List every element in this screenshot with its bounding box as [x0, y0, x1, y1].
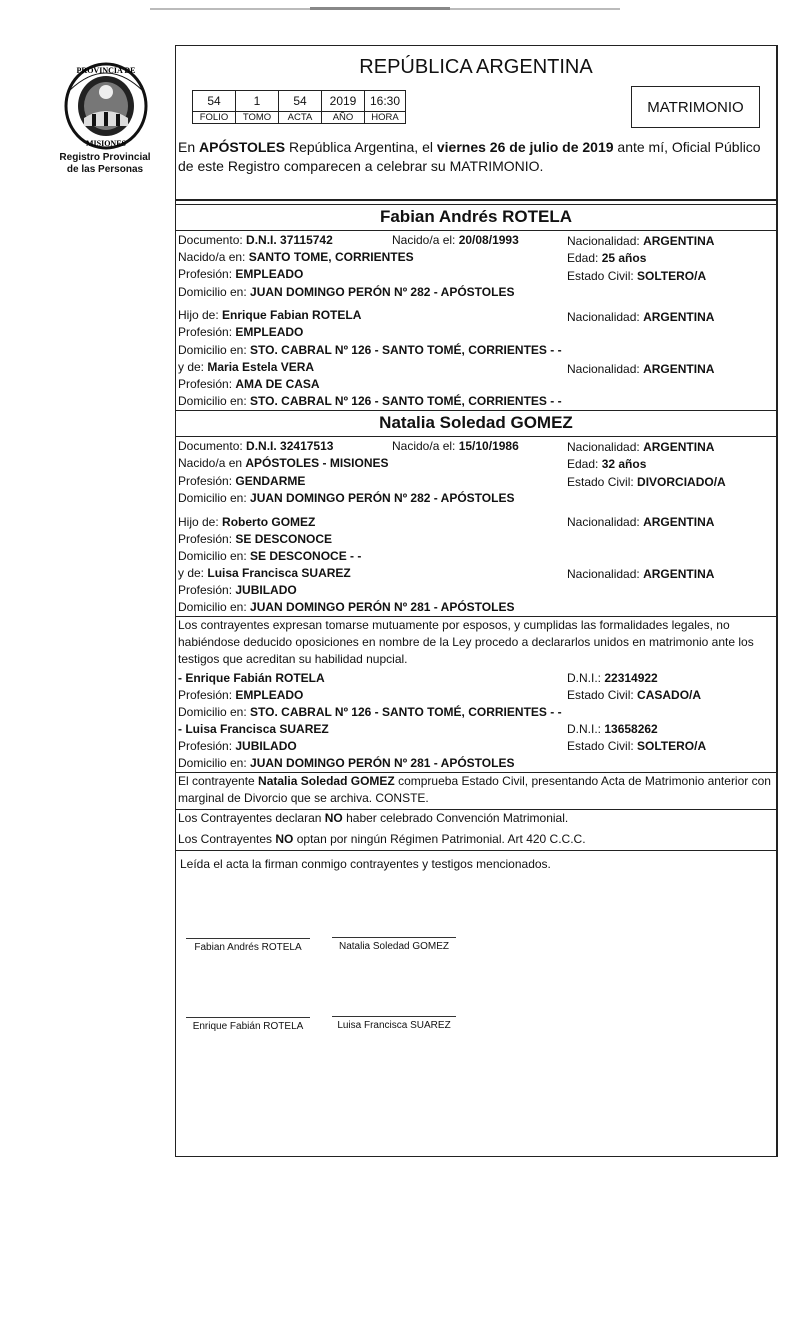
bride-mother-address: Domicilio en: JUAN DOMINGO PERÓN Nº 281 - APÓSTOLES — [178, 600, 515, 614]
groom-civil-status: Estado Civil: SOLTERO/A — [567, 269, 707, 283]
groom-name: Fabian Andrés ROTELA — [379, 207, 573, 226]
witness1-name: - Enrique Fabián ROTELA — [178, 671, 325, 685]
groom-document: Documento: D.N.I. 37115742 — [178, 233, 333, 247]
bride-civil-status: Estado Civil: DIVORCIADO/A — [567, 475, 726, 489]
divider — [176, 850, 776, 851]
bride-father: Hijo de: Roberto GOMEZ — [178, 515, 316, 529]
witness1-profession: Profesión: EMPLEADO — [178, 688, 304, 702]
closing-statement: Leída el acta la firman conmigo contrayentes y testigos mencionados. — [180, 857, 551, 871]
groom-birthdate: Nacido/a el: 20/08/1993 — [392, 233, 519, 247]
acta-label: ACTA — [279, 112, 322, 124]
witness1-address: Domicilio en: STO. CABRAL Nº 126 - SANTO TOMÉ, CORRIENTES - - — [178, 705, 562, 719]
groom-mother-address: Domicilio en: STO. CABRAL Nº 126 - SANTO TOMÉ, CORRIENTES - - — [178, 394, 562, 408]
registry-data-table — [192, 90, 406, 124]
hora-label: HORA — [365, 112, 406, 124]
folio-value: 54 — [193, 91, 236, 112]
divider — [176, 204, 776, 205]
acta-value: 54 — [279, 91, 322, 112]
bride-name: Natalia Soledad GOMEZ — [379, 413, 573, 432]
civil-status-note: El contrayente Natalia Soledad GOMEZ comprueba Estado Civil, presentando Acta de Matrimonio anterior con marginal de Divorcio que se archiva. CONSTE. — [178, 774, 771, 805]
marriage-record — [175, 45, 778, 1157]
groom-nationality: Nacionalidad: ARGENTINA — [567, 234, 715, 248]
groom-mother-nationality: Nacionalidad: ARGENTINA — [567, 362, 715, 376]
signature-witness1: Enrique Fabián ROTELA — [186, 1017, 310, 1032]
intro-date: viernes 26 de julio de 2019 — [436, 139, 614, 155]
record-type-box: MATRIMONIO — [631, 86, 760, 128]
groom-father-address: Domicilio en: STO. CABRAL Nº 126 - SANTO TOMÉ, CORRIENTES - - — [178, 343, 562, 357]
divider — [176, 436, 776, 437]
registry-caption — [50, 152, 160, 176]
seal-text-top: PROVINCIA DE — [76, 66, 136, 75]
bride-mother-profession: Profesión: JUBILADO — [178, 583, 297, 597]
witness2-dni: D.N.I.: 13658262 — [567, 722, 658, 736]
bride-nationality: Nacionalidad: ARGENTINA — [567, 440, 715, 454]
tomo-label: TOMO — [236, 112, 279, 124]
patrimonial-regime: Los Contrayentes NO optan por ningún Régimen Patrimonial. Art 420 C.C.C. — [178, 832, 586, 846]
country-title: REPÚBLICA ARGENTINA — [359, 56, 593, 78]
anio-label: AÑO — [322, 112, 365, 124]
groom-address: Domicilio en: JUAN DOMINGO PERÓN Nº 282 - APÓSTOLES — [178, 285, 515, 299]
registry-line1: Registro Provincial — [59, 152, 151, 163]
bride-father-nationality: Nacionalidad: ARGENTINA — [567, 515, 715, 529]
scan-edge-line-dark — [310, 7, 450, 10]
bride-mother: y de: Luisa Francisca SUAREZ — [178, 566, 351, 580]
signature-groom: Fabian Andrés ROTELA — [186, 938, 310, 953]
divider — [176, 199, 776, 201]
seal-text-bottom: MISIONES — [85, 139, 127, 148]
provincial-seal-icon — [62, 60, 150, 152]
bride-age: Edad: 32 años — [567, 457, 647, 471]
bride-birthplace: Nacido/a en APÓSTOLES - MISIONES — [178, 456, 389, 470]
witness2-address: Domicilio en: JUAN DOMINGO PERÓN Nº 281 - APÓSTOLES — [178, 756, 515, 770]
groom-father-profession: Profesión: EMPLEADO — [178, 325, 304, 339]
folio-label: FOLIO — [193, 112, 236, 124]
bride-profession: Profesión: GENDARME — [178, 474, 306, 488]
bride-address: Domicilio en: JUAN DOMINGO PERÓN Nº 282 - APÓSTOLES — [178, 491, 515, 505]
bride-father-profession: Profesión: SE DESCONOCE — [178, 532, 333, 546]
groom-profession: Profesión: EMPLEADO — [178, 267, 304, 281]
declaration-paragraph: Los contrayentes expresan tomarse mutuamente por esposos, y cumplidas las formalidades legales, no habiéndose deducido oposiciones en nombre de la Ley procedo a declararlos unidos en matrimonio ante los testigos que acreditan su habilidad nupcial. — [178, 618, 754, 666]
bride-document: Documento: D.N.I. 32417513 — [178, 439, 334, 453]
signature-witness2: Luisa Francisca SUAREZ — [332, 1016, 456, 1031]
groom-birthplace: Nacido/a en: SANTO TOME, CORRIENTES — [178, 250, 414, 264]
bride-father-address: Domicilio en: SE DESCONOCE - - — [178, 549, 362, 563]
groom-father-nationality: Nacionalidad: ARGENTINA — [567, 310, 715, 324]
tomo-value: 1 — [236, 91, 279, 112]
divider — [176, 410, 776, 411]
intro-place: APÓSTOLES — [199, 139, 286, 155]
bride-mother-nationality: Nacionalidad: ARGENTINA — [567, 567, 715, 581]
anio-value: 2019 — [322, 91, 365, 112]
bride-birthdate: Nacido/a el: 15/10/1986 — [392, 439, 519, 453]
groom-mother: y de: Maria Estela VERA — [178, 360, 315, 374]
registry-line2: de las Personas — [66, 164, 144, 175]
witness1-civil-status: Estado Civil: CASADO/A — [567, 688, 702, 702]
witness2-profession: Profesión: JUBILADO — [178, 739, 297, 753]
divider — [176, 230, 776, 231]
hora-value: 16:30 — [365, 91, 406, 112]
intro-paragraph: En APÓSTOLES República Argentina, el viernes 26 de julio de 2019 ante mí, Oficial Público de este Registro comparecen a celebrar su MATRIMONIO. — [178, 139, 761, 174]
witness1-dni: D.N.I.: 22314922 — [567, 671, 658, 685]
groom-age: Edad: 25 años — [567, 251, 647, 265]
groom-mother-profession: Profesión: AMA DE CASA — [178, 377, 320, 391]
signature-bride: Natalia Soledad GOMEZ — [332, 937, 456, 952]
witness2-civil-status: Estado Civil: SOLTERO/A — [567, 739, 707, 753]
witness2-name: - Luisa Francisca SUAREZ — [178, 722, 329, 736]
convention-declaration: Los Contrayentes declaran NO haber celebrado Convención Matrimonial. — [178, 811, 569, 825]
groom-father: Hijo de: Enrique Fabian ROTELA — [178, 308, 362, 322]
